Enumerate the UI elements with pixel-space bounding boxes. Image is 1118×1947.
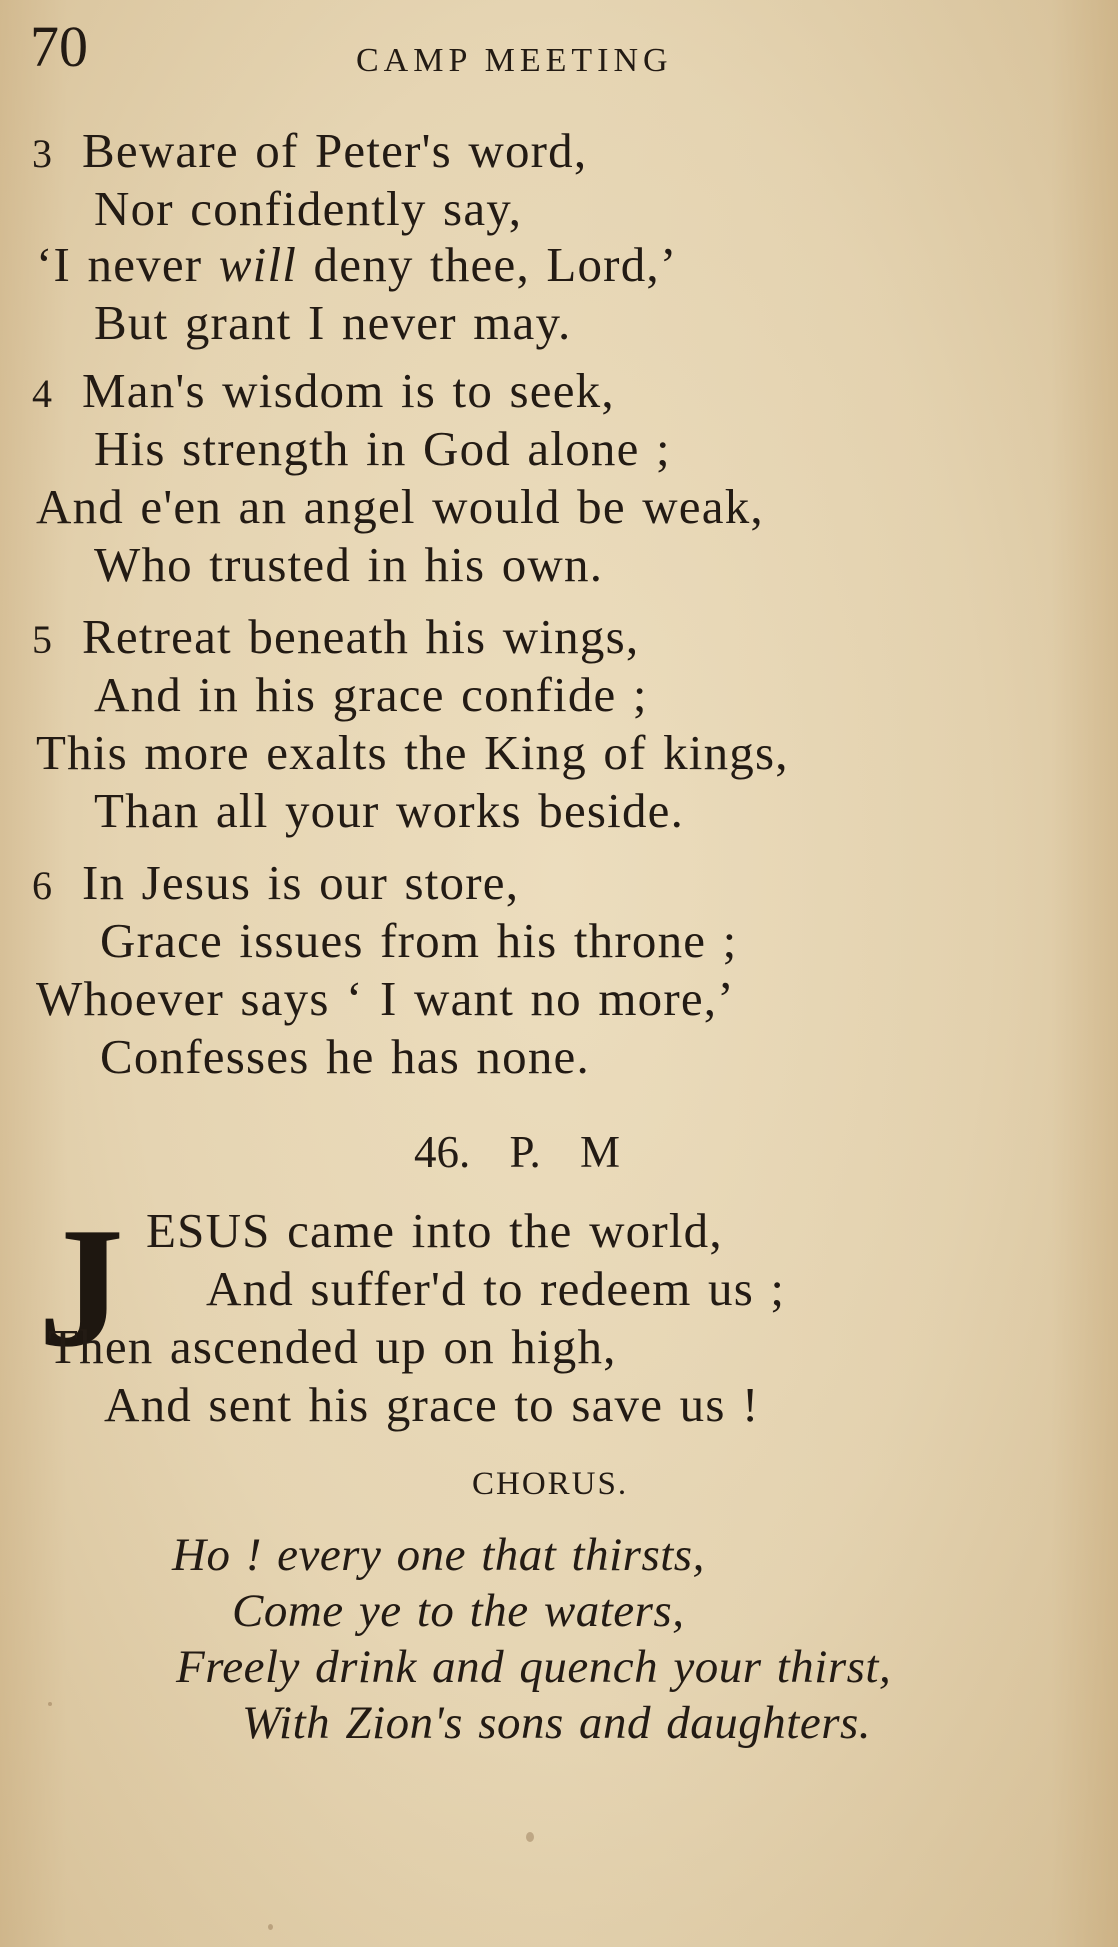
- emphasis-will: will: [218, 237, 298, 292]
- verse-5-line-4: Than all your works beside.: [94, 783, 685, 838]
- verse-3-line-4: But grant I never may.: [94, 295, 572, 350]
- verse-6-line-2: Grace issues from his throne ;: [100, 913, 738, 968]
- running-title: CAMP MEETING: [356, 42, 673, 79]
- paper-speck: [268, 1924, 273, 1930]
- verse-4-line-2: His strength in God alone ;: [94, 421, 671, 476]
- chorus-line-3: Freely drink and quench your thirst,: [176, 1641, 892, 1693]
- verse-3-line-3: ‘I never will deny thee, Lord,’: [36, 237, 678, 292]
- verse-6-line-1: 6 In Jesus is our store,: [32, 855, 520, 910]
- hymn-line-1: ESUS came into the world,: [146, 1203, 723, 1258]
- verse-number: 5: [32, 617, 54, 662]
- verse-4-line-4: Who trusted in his own.: [94, 537, 604, 592]
- verse-3-line-2: Nor confidently say,: [94, 181, 523, 236]
- verse-number: 3: [32, 131, 54, 176]
- hymn-title: 46. P. M: [414, 1127, 621, 1177]
- hymn-line-3: Then ascended up on high,: [48, 1319, 617, 1374]
- verse-number: 4: [32, 371, 54, 416]
- verse-6-line-3: Whoever says ‘ I want no more,’: [36, 971, 735, 1026]
- chorus-line-2: Come ye to the waters,: [232, 1585, 685, 1637]
- paper-speck: [526, 1832, 534, 1842]
- verse-number: 6: [32, 863, 54, 908]
- verse-6-line-4: Confesses he has none.: [100, 1029, 590, 1084]
- chorus-line-1: Ho ! every one that thirsts,: [172, 1529, 705, 1581]
- verse-4-line-1: 4 Man's wisdom is to seek,: [32, 363, 615, 418]
- verse-5-line-2: And in his grace confide ;: [94, 667, 648, 722]
- hymn-line-2: And suffer'd to redeem us ;: [206, 1261, 786, 1316]
- verse-3-line-1: 3 Beware of Peter's word,: [32, 123, 588, 178]
- page-number: 70: [30, 14, 88, 79]
- verse-5-line-3: This more exalts the King of kings,: [36, 725, 789, 780]
- drop-cap: J: [38, 1193, 124, 1383]
- paper-speck: [48, 1702, 52, 1706]
- verse-5-line-1: 5 Retreat beneath his wings,: [32, 609, 640, 664]
- chorus-line-4: With Zion's sons and daughters.: [242, 1697, 872, 1749]
- hymn-line-4: And sent his grace to save us !: [104, 1377, 760, 1432]
- chorus-label: CHORUS.: [472, 1466, 629, 1502]
- verse-4-line-3: And e'en an angel would be weak,: [36, 479, 764, 534]
